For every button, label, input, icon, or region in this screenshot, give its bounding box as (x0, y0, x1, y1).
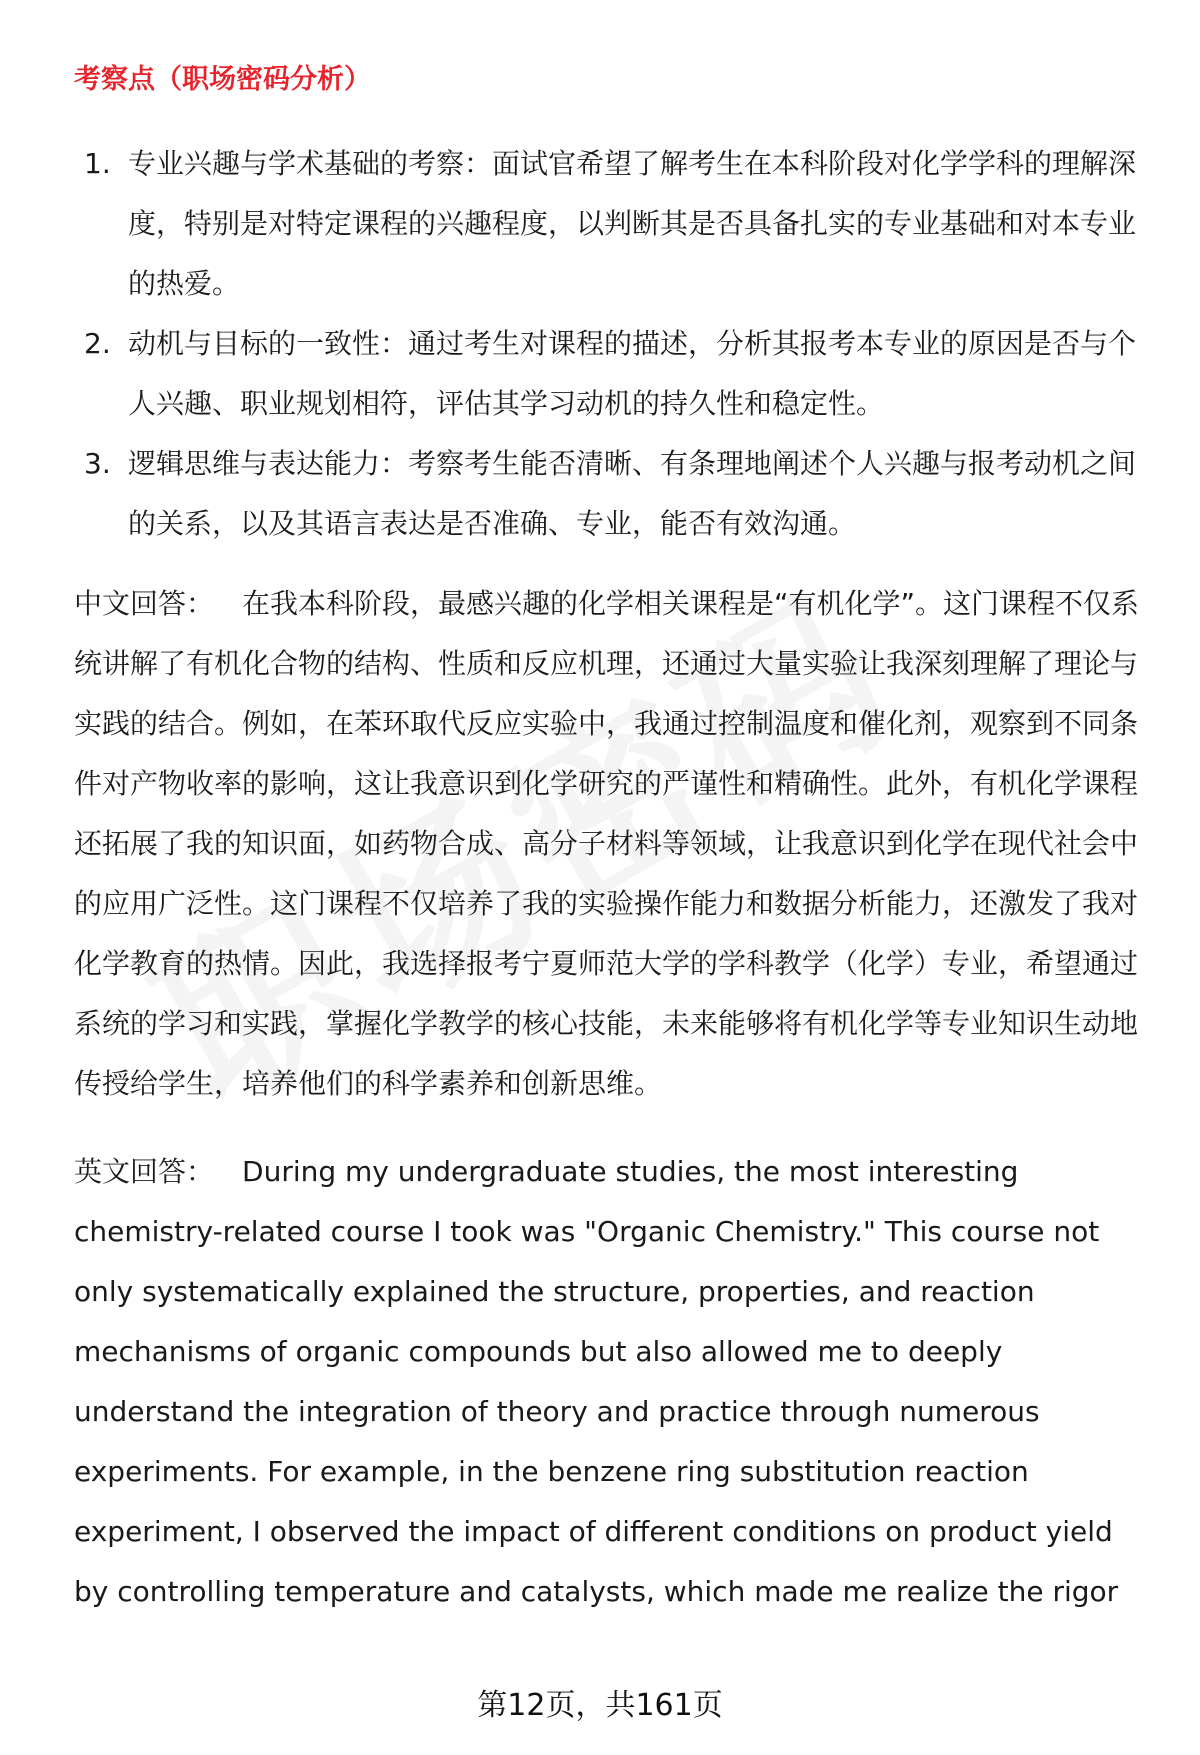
chinese-answer-label: 中文回答： (74, 587, 215, 620)
list-item-text: 专业兴趣与学术基础的考察：面试官希望了解考生在本科阶段对化学学科的理解深度，特别是对特定课程的兴趣程度，以判断其是否具备扎实的专业基础和对本专业的热爱。 (128, 147, 1137, 300)
list-item (74, 434, 1154, 554)
english-answer-text: During my undergraduate studies, the most interesting chemistry-related course I took was "Organic Chemistry." This course not only systematically explained the structure, properties, and reaction mechanisms of organic compounds but also allowed me to deeply understand the integration of theory and practice through numerous experiments. For example, in the benzene ring substitution reaction experiment, I observed the impact of different conditions on product yield by controlling temperature and catalysts, which made me realize the rigor (74, 1155, 1119, 1608)
list-item-number: 1. (84, 147, 111, 180)
section-title: 考察点（职场密码分析） (74, 64, 371, 95)
list-item-text: 逻辑思维与表达能力：考察考生能否清晰、有条理地阐述个人兴趣与报考动机之间的关系，以及其语言表达是否准确、专业，能否有效沟通。 (128, 447, 1137, 540)
analysis-points-list (74, 134, 1154, 554)
english-answer (74, 1142, 1154, 1622)
chinese-answer (74, 574, 1154, 1114)
list-item-number: 2. (84, 327, 111, 360)
list-item-number: 3. (84, 447, 111, 480)
page-number-footer: 第12页，共161页 (477, 1688, 723, 1723)
list-item (74, 134, 1154, 314)
list-item (74, 314, 1154, 434)
english-answer-label: 英文回答： (74, 1155, 215, 1188)
list-item-text: 动机与目标的一致性：通过考生对课程的描述，分析其报考本专业的原因是否与个人兴趣、职业规划相符，评估其学习动机的持久性和稳定性。 (128, 327, 1137, 420)
chinese-answer-text: 在我本科阶段，最感兴趣的化学相关课程是“有机化学”。这门课程不仅系统讲解了有机化合物的结构、性质和反应机理，还通过大量实验让我深刻理解了理论与实践的结合。例如，在苯环取代反应实验中，我通过控制温度和催化剂，观察到不同条件对产物收率的影响，这让我意识到化学研究的严谨性和精确性。此外，有机化学课程还拓展了我的知识面，如药物合成、高分子材料等领域，让我意识到化学在现代社会中的应用广泛性。这门课程不仅培养了我的实验操作能力和数据分析能力，还激发了我对化学教育的热情。因此，我选择报考宁夏师范大学的学科教学（化学）专业，希望通过系统的学习和实践，掌握化学教学的核心技能，未来能够将有机化学等专业知识生动地传授给学生，培养他们的科学素养和创新思维。 (74, 587, 1140, 1100)
document-page (74, 52, 1154, 1622)
